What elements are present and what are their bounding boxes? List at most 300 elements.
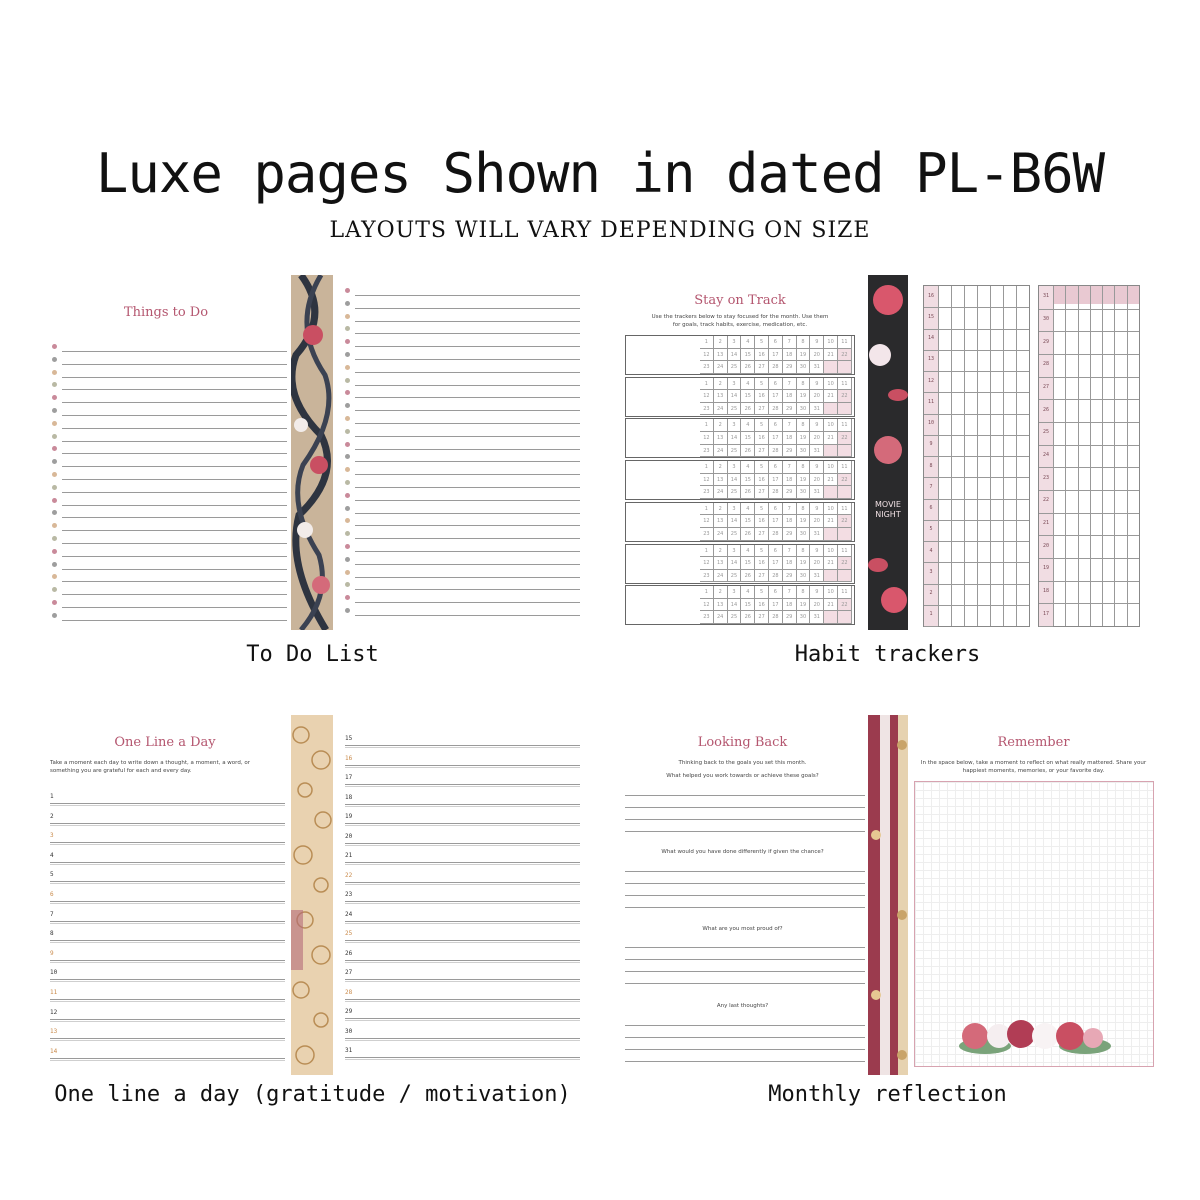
day-number: 20: [345, 832, 353, 840]
habit-day-cell: 6: [769, 503, 783, 516]
habit-day-cell: 11: [838, 419, 852, 432]
habit-day-cell: 12: [700, 349, 714, 362]
todo-bullet-dot: [345, 403, 350, 408]
day-line-extra: [50, 844, 285, 845]
habit-column-divider: [1039, 535, 1053, 536]
habit-day-cell: 26: [741, 528, 755, 541]
habit-tracker-boxes: [625, 335, 857, 627]
day-line-extra: [50, 903, 285, 904]
habit-day-cell: 27: [755, 611, 769, 624]
habit-tracker-box: [625, 460, 855, 500]
habit-right-day-column: [1039, 286, 1053, 626]
habit-day-cell: [838, 361, 852, 374]
habit-day-number: 12: [927, 377, 935, 384]
habit-day-cell: 12: [700, 599, 714, 612]
habit-day-cell: 9: [810, 545, 824, 558]
habit-day-cell: 4: [741, 461, 755, 474]
habit-day-cell: 21: [824, 432, 838, 445]
todo-right-lines: [343, 291, 580, 627]
habit-day-cell: 14: [728, 432, 742, 445]
habit-grid-col-line: [1016, 286, 1017, 626]
todo-bullet-dot: [52, 344, 57, 349]
habit-day-cell: 31: [810, 611, 824, 624]
habit-day-cell: 29: [783, 361, 797, 374]
habit-day-cell: 12: [700, 557, 714, 570]
page-subtitle: LAYOUTS WILL VARY DEPENDING ON SIZE: [329, 218, 871, 243]
todo-bullet-dot: [345, 493, 350, 498]
habit-column-divider: [924, 307, 938, 308]
habit-day-cell: 28: [769, 361, 783, 374]
habit-day-number: 9: [929, 441, 933, 448]
habit-day-cell: 13: [714, 515, 728, 528]
habit-day-cell: 10: [824, 503, 838, 516]
habit-grid-col-line: [964, 286, 965, 626]
day-number: 6: [50, 891, 54, 898]
day-line: [50, 842, 285, 843]
habit-day-number: 7: [929, 483, 933, 490]
habit-day-number: 24: [1042, 452, 1050, 458]
habit-day-cell: 23: [700, 611, 714, 624]
habit-day-cell: 6: [769, 336, 783, 349]
todo-line: [355, 359, 580, 360]
habit-day-cell: 9: [810, 461, 824, 474]
habit-day-cell: 31: [810, 570, 824, 583]
habit-spread: [620, 275, 1155, 630]
habit-day-cell: 11: [838, 336, 852, 349]
habit-day-cell: 7: [783, 586, 797, 599]
remember-grid-box: [914, 781, 1154, 1067]
habit-day-cell: 13: [714, 557, 728, 570]
habit-day-cell: 29: [783, 445, 797, 458]
habit-day-number: 31: [1042, 293, 1050, 300]
habit-day-cell: 6: [769, 586, 783, 599]
day-line: [345, 862, 580, 863]
habit-column-divider: [924, 392, 938, 393]
habit-day-cell: 2: [714, 586, 728, 599]
day-number: 15: [345, 735, 353, 742]
habit-day-cell: 27: [755, 361, 769, 374]
todo-line: [355, 551, 580, 552]
looking-back-lines: [625, 715, 865, 1075]
habit-day-cell: 3: [728, 586, 742, 599]
habit-day-cell: 17: [769, 432, 783, 445]
habit-day-cell: 1: [700, 586, 714, 599]
habit-day-cell: 20: [810, 474, 824, 487]
day-line: [50, 862, 285, 863]
habit-day-cell: 7: [783, 419, 797, 432]
day-line: [50, 1038, 285, 1039]
habit-day-cell: 14: [728, 474, 742, 487]
habit-day-cell: 21: [824, 474, 838, 487]
habit-day-cell: 8: [797, 336, 811, 349]
habit-day-cell: 10: [824, 586, 838, 599]
habit-column-divider: [924, 329, 938, 330]
todo-bullet-dot: [345, 301, 350, 306]
habit-day-cell: 17: [769, 515, 783, 528]
remember-instructions: In the space below, take a moment to reflect on what really mattered. Share your happiest moments, memories, or your favorite day.: [920, 760, 1147, 774]
todo-line: [62, 453, 287, 454]
habit-right-grid-cells: [1053, 286, 1139, 626]
habit-day-cell: 15: [741, 349, 755, 362]
looking-back-q1: What helped you work towards or achieve these goals?: [666, 773, 819, 779]
habit-day-cell: 19: [797, 349, 811, 362]
habit-day-cell: 27: [755, 528, 769, 541]
day-line-extra: [50, 1001, 285, 1002]
habit-day-cell: 24: [714, 445, 728, 458]
habit-day-cell: 23: [700, 445, 714, 458]
habit-day-cell: 27: [755, 445, 769, 458]
todo-line: [62, 364, 287, 365]
reflection-line: [625, 983, 865, 984]
habit-column-divider: [924, 350, 938, 351]
habit-day-cell: 11: [838, 378, 852, 391]
day-line: [50, 979, 285, 980]
habit-grid-col-line: [1114, 286, 1115, 626]
habit-day-cell: [824, 486, 838, 499]
habit-day-cell: [838, 570, 852, 583]
habit-grid-col-line: [938, 286, 939, 626]
habit-day-cell: 12: [700, 474, 714, 487]
habit-day-cell: 25: [728, 611, 742, 624]
day-number: 27: [345, 969, 353, 976]
habit-day-number: 6: [929, 505, 933, 512]
todo-bullet-dot: [345, 454, 350, 459]
day-line: [50, 901, 285, 902]
remember-page: [912, 715, 1155, 1075]
habit-day-cell: 15: [741, 474, 755, 487]
burgundy-ribbon-pattern: [868, 715, 908, 1075]
habit-day-cell: 30: [797, 570, 811, 583]
habit-tracker-box: [625, 502, 855, 542]
habit-day-cell: 3: [728, 419, 742, 432]
habit-day-cell: 18: [783, 474, 797, 487]
habit-column-divider: [1039, 581, 1053, 582]
habit-day-cell: 17: [769, 599, 783, 612]
habit-day-cell: 23: [700, 528, 714, 541]
todo-caption: To Do List: [246, 642, 379, 667]
reflection-line: [625, 1037, 865, 1038]
habit-day-number: 14: [927, 335, 935, 342]
habit-day-cell: 19: [797, 474, 811, 487]
todo-left-lines: [50, 347, 287, 627]
todo-line: [355, 423, 580, 424]
day-line: [345, 1018, 580, 1019]
day-number: 10: [50, 969, 58, 977]
habit-day-cell: [838, 611, 852, 624]
habit-column-divider: [1039, 490, 1053, 491]
habit-left-day-column: [924, 286, 938, 626]
day-line-extra: [345, 923, 580, 924]
habit-day-cell: 3: [728, 503, 742, 516]
habit-day-cell: [838, 445, 852, 458]
habit-day-cell: 14: [728, 557, 742, 570]
habit-grid-left: [923, 285, 1030, 627]
todo-bullet-dot: [345, 595, 350, 600]
habit-day-cell: 1: [700, 378, 714, 391]
habit-column-divider: [1039, 558, 1053, 559]
habit-day-cell: 30: [797, 611, 811, 624]
todo-line: [355, 500, 580, 501]
habit-day-cell: 23: [700, 403, 714, 416]
habit-day-cell: 16: [755, 349, 769, 362]
habit-day-cell: 5: [755, 419, 769, 432]
todo-bullet-dot: [345, 557, 350, 562]
habit-grid-right: [1038, 285, 1140, 627]
habit-day-cell: 5: [755, 503, 769, 516]
day-line: [50, 881, 285, 882]
habit-day-cell: 22: [838, 474, 852, 487]
habit-day-number: 23: [1042, 474, 1050, 481]
todo-bullet-dot: [52, 536, 57, 541]
day-line-extra: [345, 825, 580, 826]
day-line: [345, 979, 580, 980]
habit-day-number: 2: [929, 590, 933, 597]
todo-bullet-dot: [52, 485, 57, 490]
habit-day-number: 5: [929, 526, 933, 533]
day-line-extra: [345, 942, 580, 943]
habit-left-page: [620, 275, 860, 630]
day-line-extra: [345, 786, 580, 787]
habit-day-cell: 22: [838, 557, 852, 570]
habit-column-divider: [924, 499, 938, 500]
day-number: 30: [345, 1027, 353, 1035]
reflection-caption: Monthly reflection: [768, 1082, 1007, 1107]
todo-line: [355, 538, 580, 539]
todo-line: [62, 581, 287, 582]
habit-day-cell: 5: [755, 336, 769, 349]
day-line: [50, 803, 285, 804]
todo-bullet-dot: [345, 326, 350, 331]
habit-day-cell: 16: [755, 599, 769, 612]
todo-line: [355, 525, 580, 526]
habit-day-cell: 2: [714, 419, 728, 432]
oneline-right-page: [340, 715, 580, 1075]
todo-bullet-dot: [345, 480, 350, 485]
todo-bullet-dot: [52, 613, 57, 618]
habit-day-cell: 6: [769, 461, 783, 474]
habit-day-cell: 27: [755, 570, 769, 583]
habit-day-cell: 8: [797, 503, 811, 516]
habit-day-cell: 21: [824, 557, 838, 570]
day-number: 22: [345, 871, 353, 879]
habit-day-cell: 25: [728, 570, 742, 583]
habit-day-cell: 30: [797, 403, 811, 416]
habit-day-cell: 19: [797, 557, 811, 570]
habit-day-cell: 18: [783, 432, 797, 445]
habit-day-cell: 28: [769, 611, 783, 624]
habit-day-cell: 5: [755, 586, 769, 599]
habit-day-cell: 25: [728, 486, 742, 499]
day-number: 5: [50, 871, 54, 879]
todo-bullet-dot: [345, 365, 350, 370]
habit-day-number: 17: [1042, 610, 1050, 617]
todo-bullet-dot: [52, 370, 57, 375]
habit-day-cell: 20: [810, 515, 824, 528]
habit-day-cell: 1: [700, 461, 714, 474]
todo-line: [62, 594, 287, 595]
todo-bullet-dot: [345, 544, 350, 549]
habit-day-cell: 14: [728, 349, 742, 362]
todo-left-page: [45, 275, 287, 630]
todo-bullet-dot: [52, 600, 57, 605]
habit-day-cell: 18: [783, 515, 797, 528]
habit-day-cell: 11: [838, 461, 852, 474]
reflection-line: [625, 959, 865, 960]
habit-day-cell: 9: [810, 419, 824, 432]
todo-bullet-dot: [52, 408, 57, 413]
habit-grid-col-line: [977, 286, 978, 626]
habit-day-cell: 25: [728, 403, 742, 416]
habit-day-cell: 3: [728, 461, 742, 474]
habit-day-cell: 22: [838, 599, 852, 612]
habit-grid-col-line: [990, 286, 991, 626]
habit-column-divider: [924, 435, 938, 436]
day-number: 23: [345, 891, 353, 898]
habit-day-cell: 29: [783, 570, 797, 583]
habit-day-number: 1: [929, 611, 933, 618]
todo-line: [62, 569, 287, 570]
reflection-spread: [620, 715, 1155, 1075]
todo-bullet-dot: [52, 510, 57, 515]
todo-decor-strip: [291, 275, 333, 630]
day-number: 4: [50, 851, 54, 859]
day-line-extra: [50, 981, 285, 982]
habit-day-cell: 8: [797, 461, 811, 474]
habit-day-cell: 2: [714, 503, 728, 516]
todo-spread: [45, 275, 580, 630]
todo-line: [62, 505, 287, 506]
habit-day-cell: 5: [755, 461, 769, 474]
todo-bullet-dot: [52, 395, 57, 400]
habit-day-cell: 1: [700, 503, 714, 516]
day-line-extra: [50, 825, 285, 826]
habit-day-cell: 15: [741, 515, 755, 528]
todo-line: [355, 513, 580, 514]
day-line: [50, 823, 285, 824]
todo-line: [355, 372, 580, 373]
oneline-page-title: One Line a Day: [114, 735, 216, 750]
habit-day-cell: 31: [810, 403, 824, 416]
habit-day-cell: 6: [769, 378, 783, 391]
habit-column-divider: [1039, 354, 1053, 355]
day-line-extra: [345, 806, 580, 807]
habit-day-cell: 12: [700, 390, 714, 403]
habit-day-cell: 9: [810, 378, 824, 391]
habit-column-divider: [924, 456, 938, 457]
habit-day-cell: 16: [755, 474, 769, 487]
todo-line: [62, 377, 287, 378]
todo-bullet-dot: [345, 467, 350, 472]
todo-line: [62, 607, 287, 608]
day-line-extra: [50, 805, 285, 806]
reflection-decor-strip: [868, 715, 908, 1075]
day-line: [345, 901, 580, 902]
day-line-extra: [50, 923, 285, 924]
habit-column-divider: [924, 562, 938, 563]
habit-column-divider: [1039, 331, 1053, 332]
habit-day-cell: 7: [783, 336, 797, 349]
day-line: [345, 1038, 580, 1039]
reflection-line: [625, 819, 865, 820]
habit-day-cell: 8: [797, 545, 811, 558]
todo-line: [355, 564, 580, 565]
day-line: [345, 804, 580, 805]
day-line: [345, 843, 580, 844]
todo-line: [355, 410, 580, 411]
habit-day-cell: 4: [741, 503, 755, 516]
day-line: [50, 1019, 285, 1020]
habit-day-cell: 28: [769, 570, 783, 583]
habit-left-grid-cells: [938, 286, 1029, 626]
habit-day-cell: [838, 528, 852, 541]
oneline-left-page: [45, 715, 285, 1075]
habit-day-cell: 23: [700, 361, 714, 374]
habit-day-cell: 1: [700, 545, 714, 558]
habit-day-cell: 31: [810, 528, 824, 541]
habit-day-number: 21: [1042, 520, 1050, 526]
day-number: 16: [345, 754, 353, 762]
habit-day-cell: [838, 403, 852, 416]
habit-day-cell: 7: [783, 503, 797, 516]
day-line: [50, 960, 285, 961]
habit-day-cell: 10: [824, 461, 838, 474]
habit-day-cell: 19: [797, 432, 811, 445]
movie-night-label: MOVIE NIGHT: [875, 500, 901, 519]
todo-line: [355, 474, 580, 475]
day-number: 21: [345, 852, 353, 859]
habit-day-cell: 5: [755, 545, 769, 558]
habit-page-title: Stay on Track: [694, 293, 786, 308]
looking-back-q2: What would you have done differently if given the chance?: [661, 849, 824, 855]
habit-day-cell: 20: [810, 432, 824, 445]
day-line-extra: [345, 1040, 580, 1041]
habit-day-cell: 19: [797, 390, 811, 403]
habit-column-divider: [1039, 626, 1053, 627]
habit-day-cell: 10: [824, 378, 838, 391]
habit-day-cell: 10: [824, 419, 838, 432]
habit-day-cell: 11: [838, 545, 852, 558]
todo-line: [355, 487, 580, 488]
habit-day-cell: 28: [769, 486, 783, 499]
habit-day-cell: 22: [838, 349, 852, 362]
day-line-extra: [345, 845, 580, 846]
todo-line: [62, 466, 287, 467]
habit-instructions: Use the trackers below to stay focused for the month. Use them for goals, track habits, exercise, medication, etc.: [651, 314, 829, 328]
habit-day-cell: 13: [714, 349, 728, 362]
habit-day-cell: 26: [741, 445, 755, 458]
habit-day-cell: 21: [824, 390, 838, 403]
habit-day-cell: 17: [769, 390, 783, 403]
habit-day-cell: 19: [797, 515, 811, 528]
day-number: 28: [345, 988, 353, 996]
habit-day-cell: 6: [769, 545, 783, 558]
todo-line: [62, 620, 287, 621]
oneline-left-lines: [50, 787, 285, 1072]
habit-grid-col-line: [1078, 286, 1079, 626]
habit-day-cell: 28: [769, 445, 783, 458]
habit-day-cell: 9: [810, 503, 824, 516]
day-number: 31: [345, 1047, 353, 1054]
day-number: 13: [50, 1028, 58, 1036]
habit-day-cell: 16: [755, 390, 769, 403]
todo-line: [62, 441, 287, 442]
habit-day-cell: 26: [741, 486, 755, 499]
habit-day-cell: [824, 361, 838, 374]
habit-day-cell: 3: [728, 336, 742, 349]
habit-day-cell: 10: [824, 336, 838, 349]
todo-line: [355, 602, 580, 603]
habit-day-cell: 21: [824, 599, 838, 612]
